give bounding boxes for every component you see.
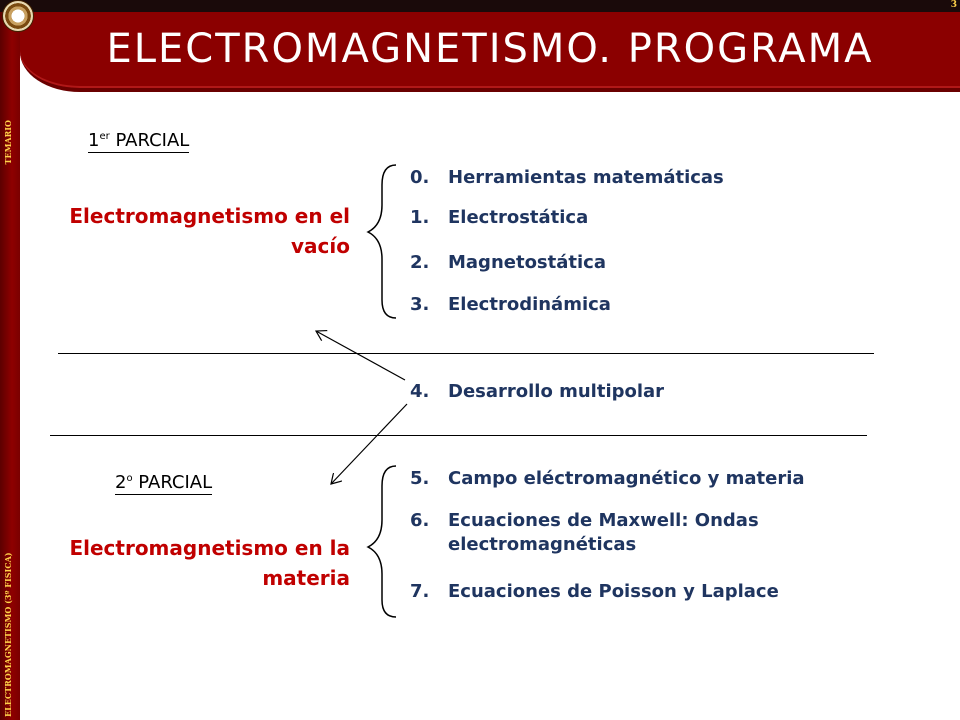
second-block-title: Electromagnetismo en la materia [69,536,350,590]
topic-text-continuation: electromagnéticas [448,534,637,555]
topic-number: 1. [410,207,430,228]
page-number: 3 [950,0,957,10]
page-title: ELECTROMAGNETISMO. PROGRAMA [106,26,874,72]
topic-number: 0. [410,167,430,188]
sidebar-label-temario: TEMARIO [3,120,13,165]
topic-text: Campo eléctromagnético y materia [448,468,805,489]
second-partial-text: PARCIAL [132,472,213,493]
topic-text: Desarrollo multipolar [448,381,665,402]
topic-number: 4. [410,381,430,402]
topic-number: 5. [410,468,430,489]
second-partial-superscript: o [126,473,133,484]
sidebar-label-course: ELECTROMAGNETISMO (3º FISICA) [3,552,13,717]
topic-number: 2. [410,252,430,273]
topic-number: 6. [410,510,430,531]
topic-text: Ecuaciones de Poisson y Laplace [448,581,779,602]
first-block-title: Electromagnetismo en el vacío [69,204,350,258]
first-partial-superscript: er [99,131,110,142]
brace-bottom [368,466,396,617]
topic-text: Magnetostática [448,252,606,273]
topic-text: Ecuaciones de Maxwell: Ondas [448,510,759,531]
brace-top [368,165,396,318]
second-partial-number: 2 [115,472,127,493]
topic-text: Electrodinámica [448,294,611,315]
arrow-up-left [316,331,405,380]
topic-text: Herramientas matemáticas [448,167,724,188]
arrow-down-left [331,404,407,484]
first-partial-number: 1 [88,130,100,151]
topic-text: Electrostática [448,207,589,228]
topic-number: 3. [410,294,430,315]
first-partial-text: PARCIAL [109,130,190,151]
topic-number: 7. [410,581,430,602]
